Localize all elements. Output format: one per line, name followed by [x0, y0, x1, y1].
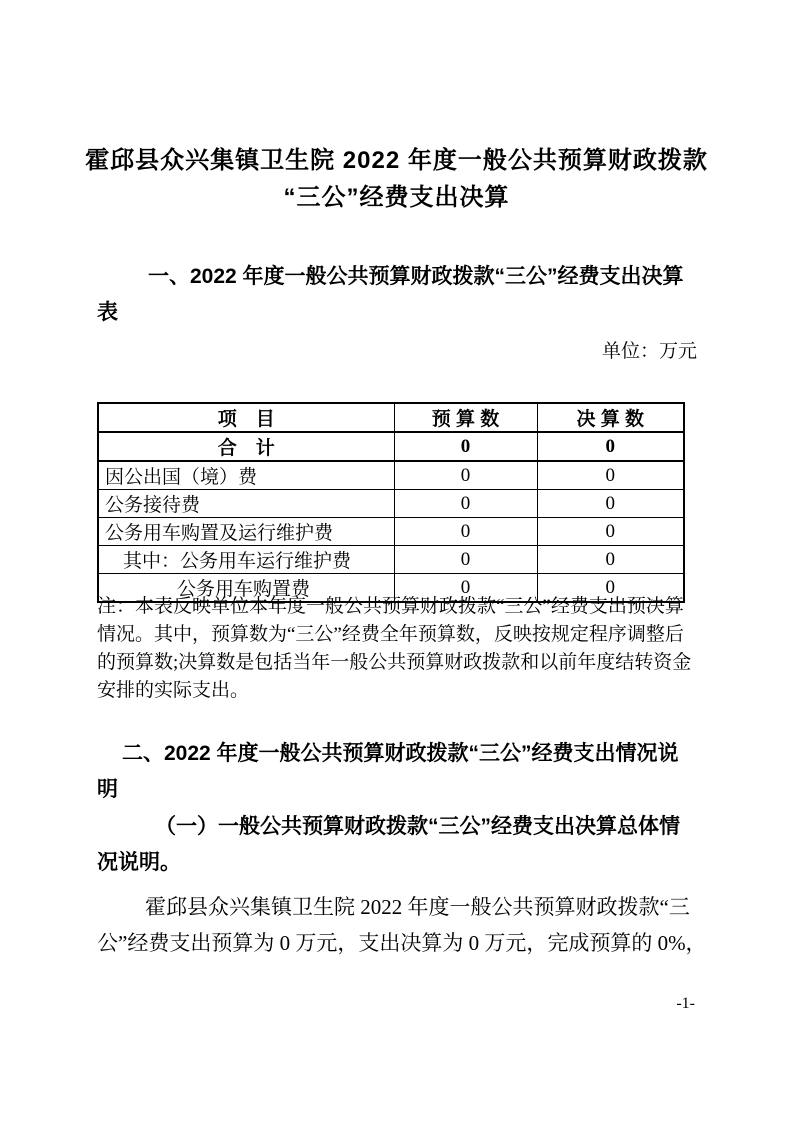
table-cell-final: 0 — [537, 490, 684, 518]
table-cell-label: 公务用车购置费 — [98, 574, 394, 603]
table-header-item: 项 目 — [98, 403, 394, 432]
table-row — [98, 490, 684, 518]
document-title-line1: 霍邱县众兴集镇卫生院 2022 年度一般公共预算财政拨款 — [85, 147, 708, 174]
section2-heading-line1: 二、2022 年度一般公共预算财政拨款“三公”经费支出情况说 — [122, 742, 679, 765]
table-note-line3: 的预算数;决算数是包括当年一般公共预算财政拨款和以前年度结转资金 — [97, 652, 692, 673]
table-header-final: 决 算 数 — [537, 403, 684, 432]
sangong-expense-table — [97, 402, 685, 603]
table-cell-final: 0 — [537, 546, 684, 574]
table-row — [98, 461, 684, 490]
document-title-line2: “三公”经费支出决算 — [283, 184, 510, 211]
table-cell-final: 0 — [537, 518, 684, 546]
section2-body-line1: 霍邱县众兴集镇卫生院 2022 年度一般公共预算财政拨款“三 — [145, 895, 690, 919]
table-cell-budget: 0 — [394, 490, 537, 518]
section2-subheading-line2: 况说明。 — [97, 851, 181, 874]
section1-heading-line1: 一、2022 年度一般公共预算财政拨款“三公”经费支出决算 — [148, 265, 684, 288]
section2-heading-line2: 明 — [97, 778, 118, 801]
table-note-line4: 安排的实际支出。 — [97, 680, 250, 701]
table-header-budget: 预 算 数 — [394, 403, 537, 432]
table-row-total — [98, 432, 684, 461]
table-row — [98, 546, 684, 574]
table-cell-budget: 0 — [394, 574, 537, 603]
section1-heading-line2: 表 — [97, 301, 118, 324]
table-header-row — [98, 403, 684, 432]
table-cell-total-final: 0 — [537, 432, 684, 461]
table-note-line1: 注：本表反映单位本年度一般公共预算财政拨款“三公”经费支出预决算 — [97, 596, 684, 617]
table-cell-budget: 0 — [394, 546, 537, 574]
table-cell-final: 0 — [537, 574, 684, 603]
table-row — [98, 518, 684, 546]
table-cell-total-budget: 0 — [394, 432, 537, 461]
table-unit-label: 单位：万元 — [601, 341, 697, 362]
table-note-line2: 情况。其中，预算数为“三公”经费全年预算数，反映按规定程序调整后 — [97, 624, 684, 645]
table-cell-budget: 0 — [394, 518, 537, 546]
table-cell-total-label: 合 计 — [98, 432, 394, 461]
table-cell-budget: 0 — [394, 461, 537, 490]
table-cell-label: 公务接待费 — [98, 490, 394, 518]
table-cell-label: 其中：公务用车运行维护费 — [98, 546, 394, 574]
section2-subheading-line1: （一）一般公共预算财政拨款“三公”经费支出决算总体情 — [155, 815, 680, 838]
table-cell-label: 因公出国（境）费 — [98, 461, 394, 490]
page-number: -1- — [676, 995, 695, 1012]
table-cell-label: 公务用车购置及运行维护费 — [98, 518, 394, 546]
section2-body-line2: 公”经费支出预算为 0 万元，支出决算为 0 万元，完成预算的 0%， — [97, 931, 707, 955]
table-cell-final: 0 — [537, 461, 684, 490]
